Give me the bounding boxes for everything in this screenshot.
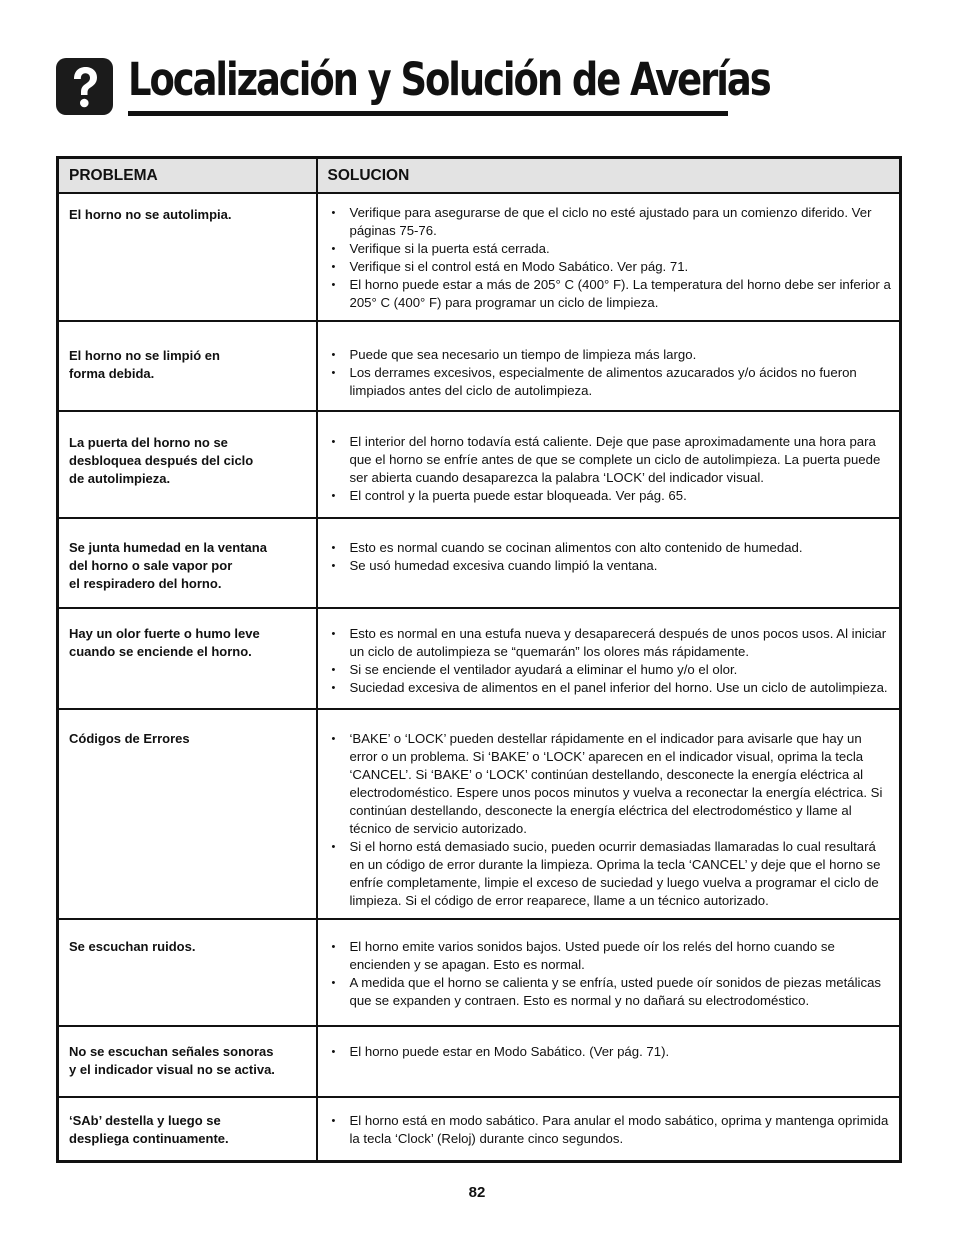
problem-text: desbloquea después del ciclo <box>69 453 254 468</box>
solution-item: • Verifique si el control está en Modo Sabático. Ver pág. 71. <box>330 258 892 276</box>
solution-list <box>330 938 892 1010</box>
table-row <box>58 518 901 608</box>
problem-text: No se escuchan señales sonoras <box>69 1044 274 1059</box>
problem-text: Se junta humedad en la ventana <box>69 540 267 555</box>
troubleshooting-table <box>56 156 902 1163</box>
problem-cell <box>58 919 317 1026</box>
column-header-problem: PROBLEMA <box>58 158 317 194</box>
solution-list <box>330 1043 892 1061</box>
solution-item: • Si se enciende el ventilador ayudará a eliminar el humo y/o el olor. <box>330 661 892 679</box>
solution-cell <box>317 1026 901 1097</box>
problem-text: y el indicador visual no se activa. <box>69 1062 275 1077</box>
solution-cell <box>317 709 901 919</box>
problem-text: El horno no se limpió en <box>69 348 220 363</box>
problem-text: de autolimpieza. <box>69 471 171 486</box>
table-row <box>58 321 901 411</box>
problem-text: cuando se enciende el horno. <box>69 644 252 659</box>
problem-text: despliega continuamente. <box>69 1131 229 1146</box>
title-underline <box>128 111 728 116</box>
problem-text: ‘SAb’ destella y luego se <box>69 1113 221 1128</box>
solution-item: • Suciedad excesiva de alimentos en el panel inferior del horno. Use un ciclo de autolimpieza. <box>330 679 892 697</box>
problem-cell <box>58 518 317 608</box>
column-header-solution: SOLUCION <box>317 158 901 194</box>
solution-item: • El control y la puerta puede estar bloqueada. Ver pág. 65. <box>330 487 892 505</box>
problem-cell <box>58 411 317 518</box>
problem-text: Hay un olor fuerte o humo leve <box>69 626 260 641</box>
solution-cell <box>317 321 901 411</box>
solution-list <box>330 204 892 312</box>
solution-cell <box>317 193 901 321</box>
solution-list <box>330 625 892 697</box>
solution-item: • El horno emite varios sonidos bajos. Usted puede oír los relés del horno cuando se encienden y se apagan. Esto es normal. <box>330 938 892 974</box>
problem-cell <box>58 321 317 411</box>
solution-item: • Si el horno está demasiado sucio, pueden ocurrir demasiadas llamaradas lo cual resultará en un código de error durante la limpieza. Oprima la tecla ‘CANCEL’ y deje que el horno se enfríe completamente, limpie el exceso de suciedad y luego vuelva a programar el ciclo de limpieza. Si el código de error reaparece, llame a un técnico autorizado. <box>330 838 892 910</box>
table-header-row <box>58 158 901 194</box>
problem-text: El horno no se autolimpia. <box>69 207 232 222</box>
table-row <box>58 193 901 321</box>
table-row <box>58 919 901 1026</box>
solution-item: • ‘BAKE’ o ‘LOCK’ pueden destellar rápidamente en el indicador para avisarle que hay un error o un problema. Si ‘BAKE’ o ‘LOCK’ aparecen en el indicador visual, oprima la tecla ‘CANCEL’. Si ‘BAKE’ o ‘LOCK’ continúan destellando, desconecte la energía eléctrica al electrodoméstico. Espere unos pocos minutos y vuelva a reconectar la energía eléctrica. Si continúan destellando, desconecte la energía eléctrica del electrodoméstico y llame al técnico de servicio autorizado. <box>330 730 892 838</box>
page-number: 82 <box>468 1184 486 1201</box>
solution-list <box>330 346 892 400</box>
table-row <box>58 1097 901 1161</box>
solution-list <box>330 539 892 575</box>
problem-text: La puerta del horno no se <box>69 435 228 450</box>
solution-item: • Verifique si la puerta está cerrada. <box>330 240 892 258</box>
solution-list <box>330 433 892 505</box>
problem-cell <box>58 1026 317 1097</box>
table-row <box>58 1026 901 1097</box>
problem-text: el respiradero del horno. <box>69 576 222 591</box>
solution-item: • El interior del horno todavía está caliente. Deje que pase aproximadamente una hora para que el horno se enfríe antes de que se complete un ciclo de autolimpieza. La puerta puede ser abierta cuando desaparezca la palabra ‘LOCK’ del indicador visual. <box>330 433 892 487</box>
solution-item: • El horno está en modo sabático. Para anular el modo sabático, oprima y mantenga oprimida la tecla ‘Clock’ (Reloj) durante cinco segundos. <box>330 1112 892 1148</box>
solution-cell <box>317 608 901 709</box>
solution-item: • El horno puede estar a más de 205° C (400° F). La temperatura del horno debe ser inferior a 205° C (400° F) para programar un ciclo de limpieza. <box>330 276 892 312</box>
problem-cell <box>58 1097 317 1161</box>
solution-cell <box>317 1097 901 1161</box>
solution-cell <box>317 919 901 1026</box>
solution-cell <box>317 518 901 608</box>
solution-item: • Verifique para asegurarse de que el ciclo no esté ajustado para un comienzo diferido. Ver páginas 75-76. <box>330 204 892 240</box>
question-mark-icon <box>56 58 113 115</box>
problem-text: Códigos de Errores <box>69 731 190 746</box>
table-row <box>58 608 901 709</box>
solution-item: • Se usó humedad excesiva cuando limpió la ventana. <box>330 557 892 575</box>
solution-item: • Esto es normal en una estufa nueva y desaparecerá después de unos pocos usos. Al iniciar un ciclo de autolimpieza se “quemarán” los olores más rápidamente. <box>330 625 892 661</box>
solution-item: • Esto es normal cuando se cocinan alimentos con alto contenido de humedad. <box>330 539 892 557</box>
solution-item: • Los derrames excesivos, especialmente de alimentos azucarados y/o ácidos no fueron limpiados antes del ciclo de autolimpieza. <box>330 364 892 400</box>
problem-text: Se escuchan ruidos. <box>69 939 196 954</box>
problem-cell <box>58 709 317 919</box>
solution-list <box>330 730 892 910</box>
solution-item: • A medida que el horno se calienta y se enfría, usted puede oír sonidos de piezas metálicas que se expanden y contraen. Esto es normal y no dañará su electrodoméstico. <box>330 974 892 1010</box>
problem-cell <box>58 193 317 321</box>
problem-text: del horno o sale vapor por <box>69 558 233 573</box>
solution-item: • Puede que sea necesario un tiempo de limpieza más largo. <box>330 346 892 364</box>
page-title: Localización y Solución de Averías <box>128 53 770 106</box>
solution-cell <box>317 411 901 518</box>
solution-item: • El horno puede estar en Modo Sabático. (Ver pág. 71). <box>330 1043 892 1061</box>
table-row <box>58 411 901 518</box>
problem-cell <box>58 608 317 709</box>
solution-list <box>330 1112 892 1148</box>
problem-text: forma debida. <box>69 366 155 381</box>
table-row <box>58 709 901 919</box>
